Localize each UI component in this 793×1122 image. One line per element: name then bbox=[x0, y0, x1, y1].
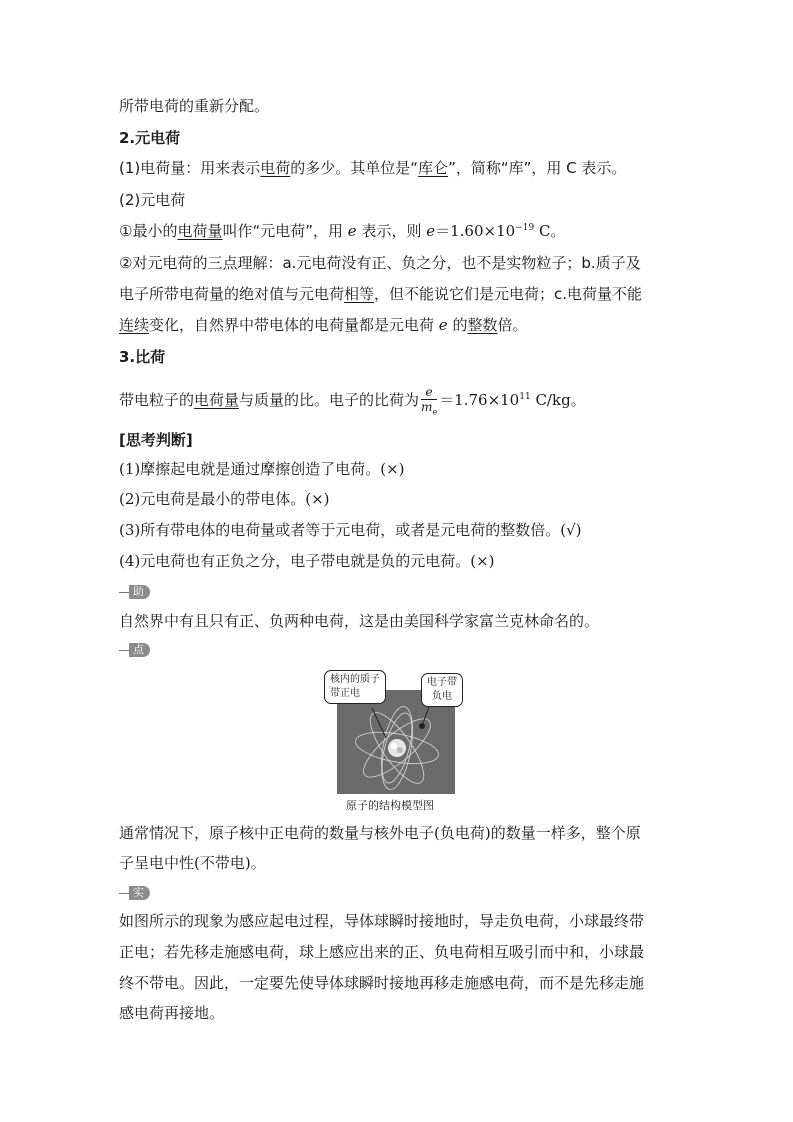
underlined-term: 电荷量 bbox=[177, 222, 223, 240]
section-heading-specific-charge: 3.比荷 bbox=[119, 348, 166, 366]
three-points-line-1: ②对元电荷的三点理解：a.元电荷没有正、负之分，也不是实物粒子；b.质子及 bbox=[119, 254, 641, 272]
three-points-line-2: 电子所带电荷量的绝对值与元电荷相等，但不能说它们是元电荷；c.电荷量不能 bbox=[119, 285, 643, 303]
example-text-line: 如图所示的现象为感应起电过程，导体球瞬时接地时，导走负电荷，小球最终带 bbox=[119, 912, 645, 930]
elementary-charge-value: ①最小的电荷量叫作“元电荷”，用 e 表示，则 $e=1.60\times 10^{-19}$ C。 bbox=[119, 222, 566, 240]
underlined-term: 连续 bbox=[119, 316, 150, 334]
point-text-line: 通常情况下，原子核中正电荷的数量与核外电子(负电荷)的数量一样多，整个原 bbox=[119, 824, 641, 842]
subheading-elementary-charge: (2)元电荷 bbox=[119, 191, 186, 209]
callout-proton: 核内的质子 带正电 bbox=[324, 670, 386, 704]
example-text-line: 正电；若先移走施感电荷，球上感应出来的正、负电荷相互吸引而中和，小球最 bbox=[119, 943, 645, 961]
think-judge-heading: [思考判断] bbox=[119, 431, 193, 449]
judgement-item: (2)元电荷是最小的带电体。(×) bbox=[119, 490, 330, 508]
point-text-line: 子呈电中性(不带电)。 bbox=[119, 854, 266, 872]
atom-model-figure bbox=[324, 668, 470, 794]
judgement-item: (1)摩擦起电就是通过摩擦创造了电荷。(×) bbox=[119, 460, 405, 478]
figure-caption: 原子的结构模型图 bbox=[346, 799, 434, 812]
judgement-item: (4)元电荷也有正负之分，电子带电就是负的元电荷。(×) bbox=[119, 552, 495, 570]
judgement-item: (3)所有带电体的电荷量或者等于元电荷，或者是元电荷的整数倍。(√) bbox=[119, 521, 582, 539]
underlined-term: 库仑 bbox=[418, 159, 449, 177]
example-text-line: 感电荷再接地。 bbox=[119, 1004, 225, 1022]
specific-charge-definition: 带电粒子的电荷量与质量的比。电子的比荷为 $\frac{e}{m_e}$ $=1.76\times 10^{11}$ C/kg。 bbox=[119, 384, 586, 417]
underlined-term: 电荷量 bbox=[194, 391, 240, 410]
underlined-term: 整数 bbox=[467, 316, 498, 334]
paragraph-continuation: 所带电荷的重新分配。 bbox=[119, 97, 270, 115]
example-text-line: 终不带电。因此，一定要先使导体球瞬时接地再移走施感电荷，而不是先移走施 bbox=[119, 974, 645, 992]
callout-electron: 电子带 负电 bbox=[421, 673, 463, 707]
specific-charge-fraction: $\frac{e}{m_e}$ bbox=[421, 385, 438, 417]
underlined-term: 电荷 bbox=[260, 159, 291, 177]
underlined-term: 相等 bbox=[344, 285, 375, 303]
help-text: 自然界中有且只有正、负两种电荷，这是由美国科学家富兰克林命名的。 bbox=[119, 612, 600, 630]
charge-quantity-definition: (1)电荷量：用来表示电荷的多少。其单位是“库仑”，简称“库”，用 C 表示。 bbox=[119, 159, 627, 177]
section-heading-elementary-charge: 2.元电荷 bbox=[119, 129, 181, 147]
three-points-line-3: 连续变化，自然界中带电体的电荷量都是元电荷 e 的整数倍。 bbox=[119, 316, 528, 334]
